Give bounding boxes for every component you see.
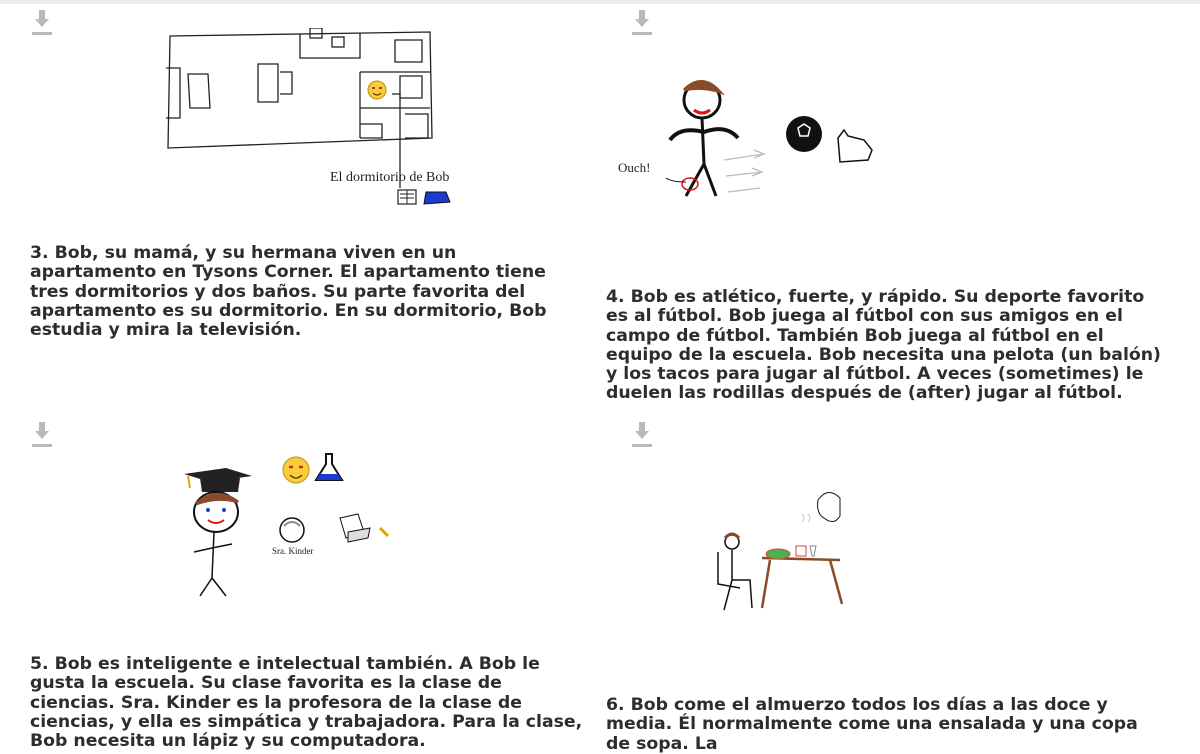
drawing-label-bedroom: El dormitorio de Bob — [330, 170, 450, 185]
drawing-label-ouch: Ouch! — [618, 160, 651, 175]
download-icon[interactable] — [630, 8, 654, 38]
story-caption: 6. Bob come el almuerzo todos los días a las doce y media. Él normalmente come una ensalada y una copa de sopa. La — [606, 695, 1138, 754]
download-icon[interactable] — [30, 420, 54, 450]
download-icon[interactable] — [630, 420, 654, 450]
download-icon[interactable] — [30, 8, 54, 38]
story-caption: 5. Bob es inteligente e intelectual también. A Bob le gusta la escuela. Su clase favorita es la clase de ciencias. Sra. Kinder es la profesora de la clase de ciencias, y ella es simpática y trabajadora. Para la clase, Bob necesita un lápiz y su computadora. — [30, 654, 583, 752]
story-card-6 — [600, 412, 1190, 754]
lunch-drawing — [710, 484, 880, 624]
story-card-3 — [0, 4, 590, 408]
bedroom-floorplan-drawing — [160, 28, 480, 218]
story-caption: 4. Bob es atlético, fuerte, y rápido. Su deporte favorito es al fútbol. Bob juega al fútbol con sus amigos en el campo de fútbol. También Bob juega al fútbol en el equipo de la escuela. Bob necesita una pelota (un balón) y los tacos para jugar al fútbol. A veces (sometimes) le duelen las rodillas después de (after) jugar al fútbol. — [606, 287, 1161, 404]
story-caption: 3. Bob, su mamá, y su hermana viven en un apartamento en Tysons Corner. El apartamento tiene tres dormitorios y dos baños. Su parte favorita del apartamento es su dormitorio. En su dormitorio, Bob estudia y mira la televisión. — [30, 243, 547, 341]
story-card-4 — [600, 4, 1190, 408]
school-drawing — [180, 448, 400, 608]
drawing-label-teacher: Sra. Kinder — [272, 546, 314, 556]
story-card-5 — [0, 412, 590, 752]
soccer-drawing — [614, 68, 894, 208]
